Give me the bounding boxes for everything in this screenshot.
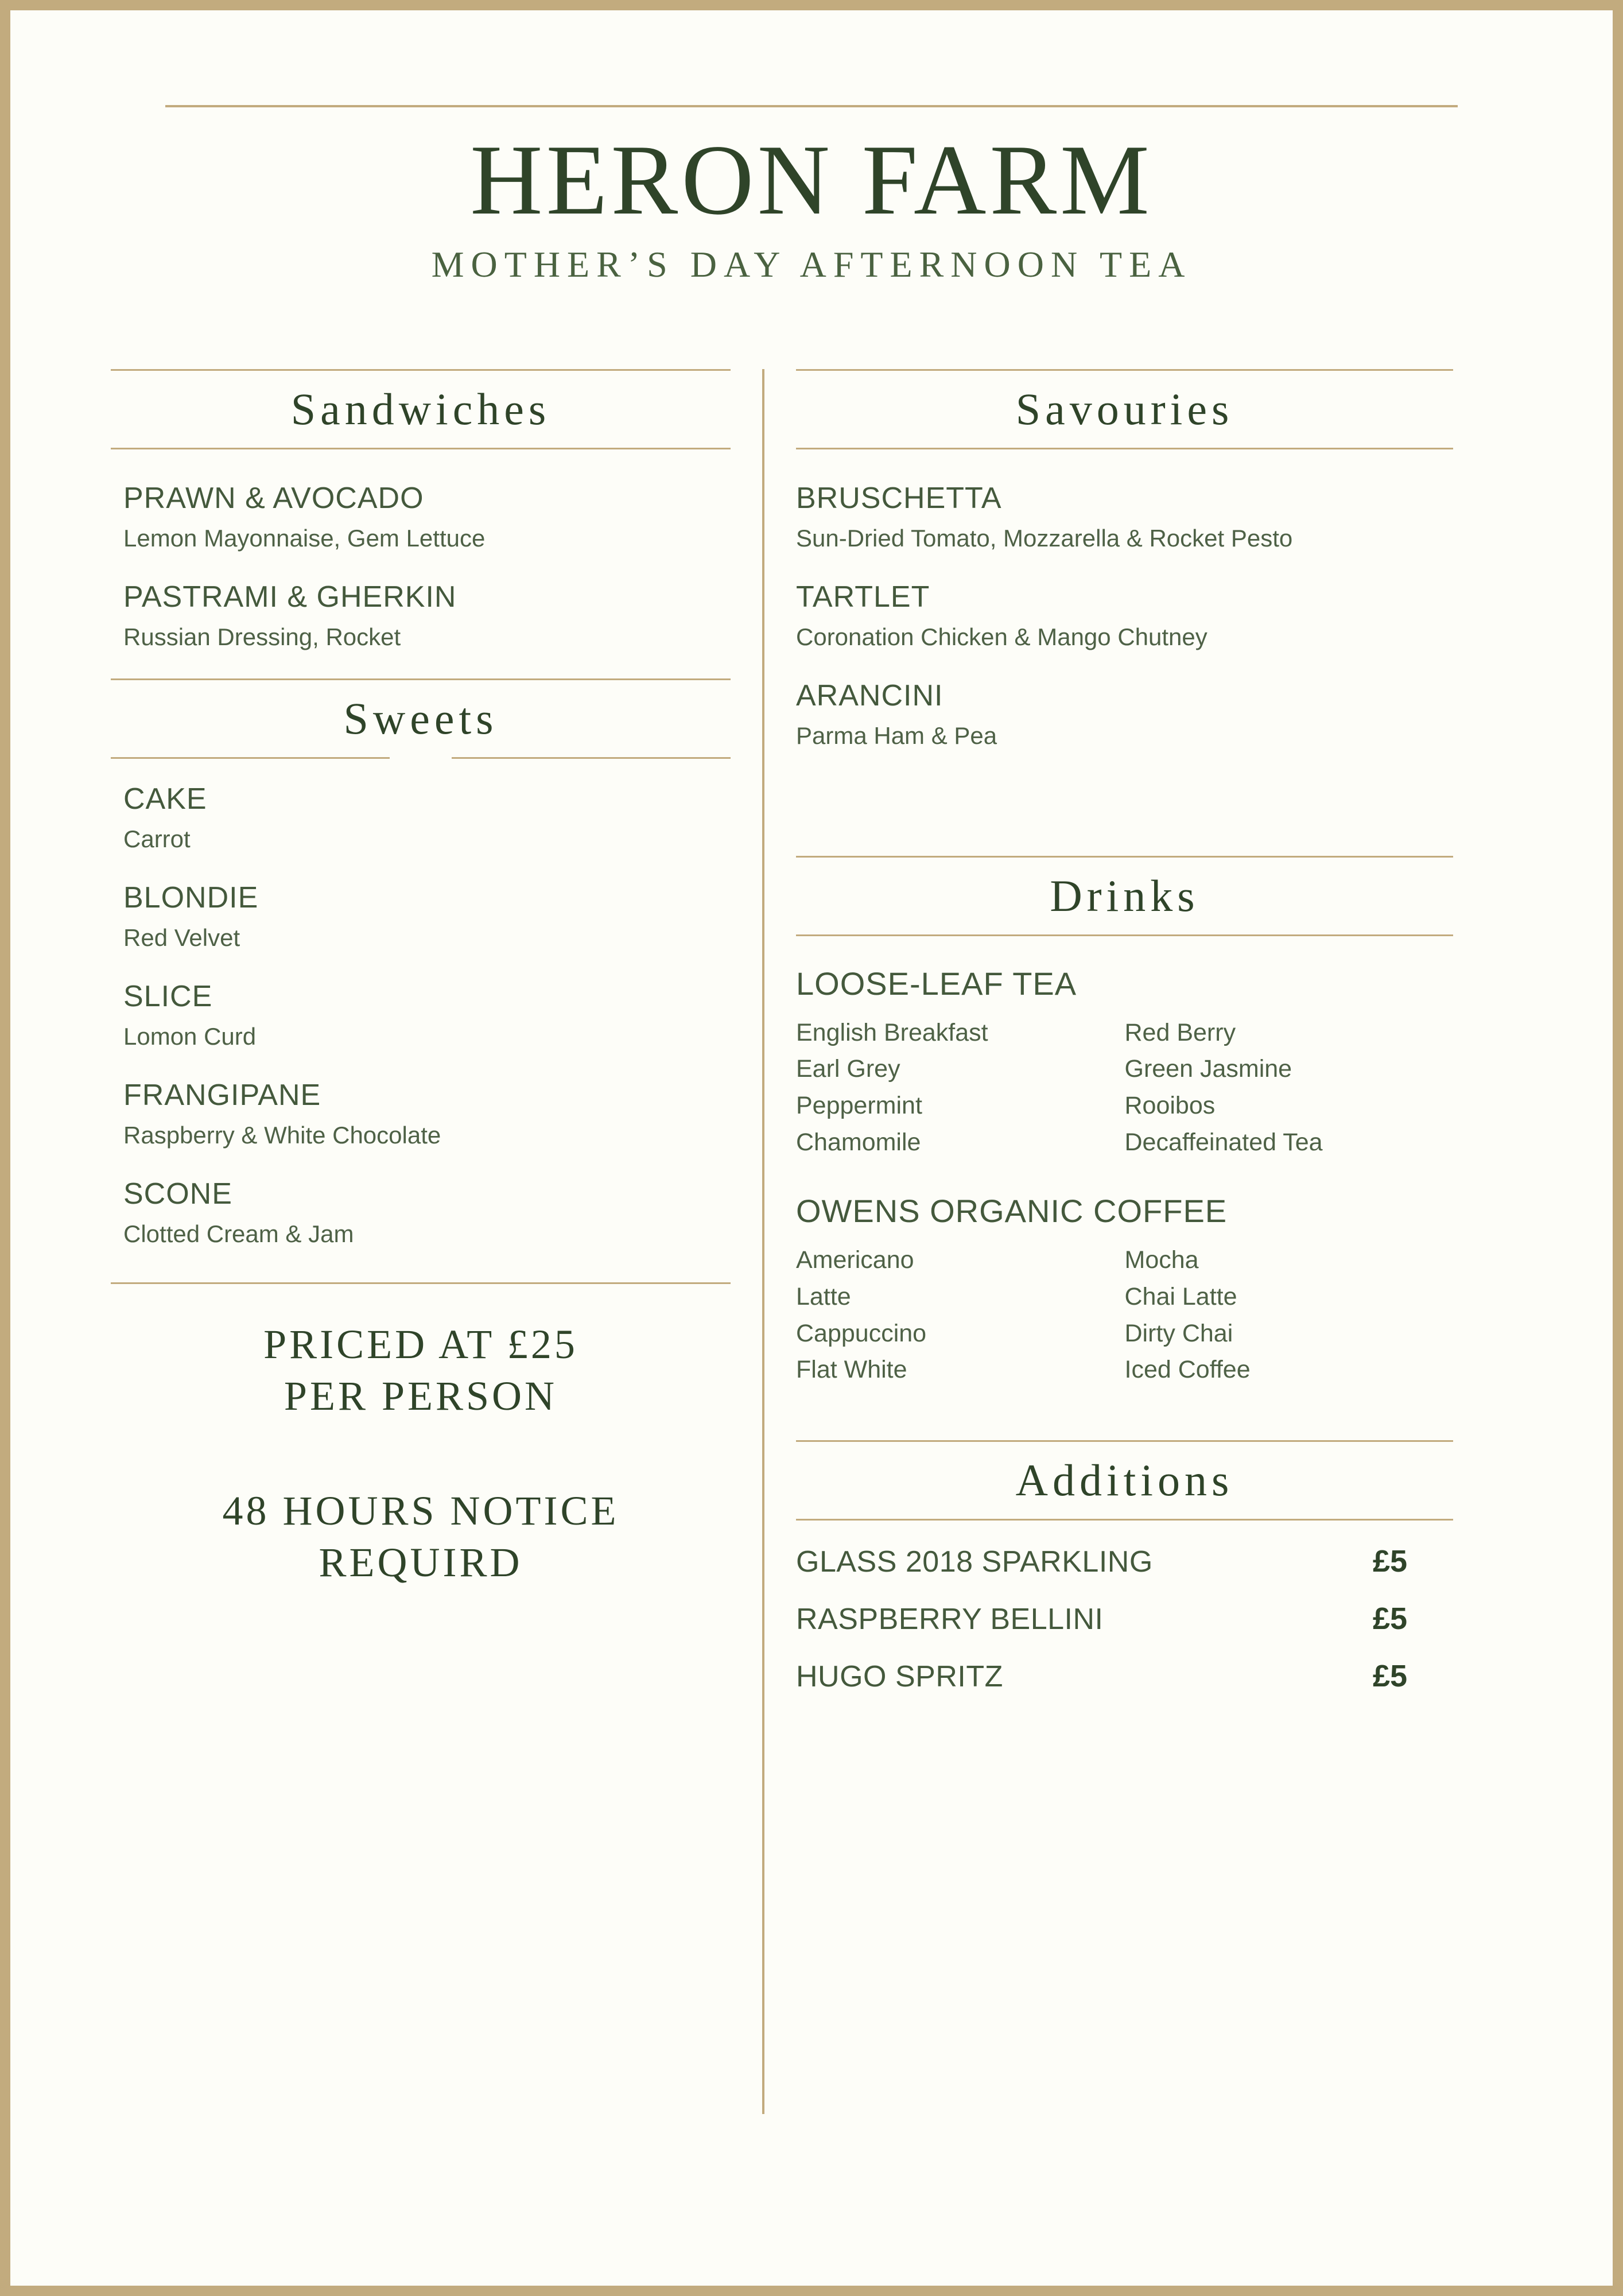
- price-note: [111, 1318, 731, 1422]
- price-note-line1: PRICED AT £25: [263, 1321, 578, 1367]
- addition-price: £5: [1373, 1658, 1408, 1693]
- notice-note-line2: REQUIRD: [319, 1539, 523, 1585]
- drink-columns: [796, 1015, 1453, 1161]
- item-name: TARTLET: [796, 580, 930, 614]
- list-item: Red Berry: [1124, 1018, 1236, 1046]
- list-item: English Breakfast: [796, 1018, 988, 1046]
- footer-rule: [111, 1282, 731, 1284]
- list-item: [111, 782, 731, 853]
- list-item: Dirty Chai: [1124, 1319, 1233, 1347]
- section-rule-bottom: [111, 757, 731, 759]
- section-title-sweets: Sweets: [343, 693, 498, 743]
- list-item: Cappuccino: [796, 1319, 927, 1347]
- list-item: Chai Latte: [1124, 1282, 1237, 1310]
- section-rule-bottom: [111, 448, 731, 449]
- item-description: Lomon Curd: [123, 1022, 257, 1050]
- sweets-items: [111, 782, 731, 1248]
- section-rule-bottom: [796, 1519, 1453, 1521]
- item-description: Sun-Dried Tomato, Mozzarella & Rocket Pesto: [796, 524, 1293, 552]
- list-item: [111, 1078, 731, 1149]
- list-item: [111, 481, 731, 552]
- list-item: Americano: [796, 1246, 914, 1274]
- drink-group-coffee: [796, 1192, 1453, 1389]
- page-title: HERON FARM: [470, 124, 1153, 235]
- menu-columns: [111, 369, 1512, 2114]
- list-item: Decaffeinated Tea: [1124, 1128, 1323, 1156]
- section-title-additions: Additions: [1015, 1455, 1234, 1505]
- addition-label: HUGO SPRITZ: [796, 1659, 1003, 1693]
- list-item: [796, 481, 1453, 552]
- item-name: ARANCINI: [796, 678, 943, 712]
- table-row: [796, 1601, 1453, 1636]
- item-description: Red Velvet: [123, 924, 240, 951]
- section-additions: [796, 1440, 1453, 1521]
- list-item: Mocha: [1124, 1246, 1199, 1274]
- drink-columns: [796, 1242, 1453, 1389]
- item-description: Coronation Chicken & Mango Chutney: [796, 623, 1207, 650]
- item-description: Clotted Cream & Jam: [123, 1220, 354, 1247]
- section-title-drinks: Drinks: [1050, 870, 1199, 921]
- page-subtitle: MOTHER’S DAY AFTERNOON TEA: [431, 243, 1192, 285]
- notice-note-line1: 48 HOURS NOTICE: [222, 1487, 619, 1534]
- list-item: Latte: [796, 1282, 851, 1310]
- list-item: Chamomile: [796, 1128, 921, 1156]
- item-name: BRUSCHETTA: [796, 481, 1002, 515]
- drink-group-heading: LOOSE-LEAF TEA: [796, 965, 1077, 1002]
- section-rule-bottom: [796, 448, 1453, 449]
- drink-group-heading: OWENS ORGANIC COFFEE: [796, 1193, 1228, 1230]
- right-column: [764, 369, 1453, 2114]
- section-drinks: [796, 856, 1453, 936]
- list-item: [111, 1177, 731, 1248]
- table-row: [796, 1543, 1453, 1579]
- addition-price: £5: [1373, 1601, 1408, 1636]
- item-name: PASTRAMI & GHERKIN: [123, 580, 457, 614]
- item-name: FRANGIPANE: [123, 1078, 321, 1112]
- rule-right-segment: [452, 757, 731, 759]
- list-item: [111, 881, 731, 952]
- sandwiches-items: [111, 481, 731, 651]
- addition-label: GLASS 2018 SPARKLING: [796, 1545, 1153, 1578]
- list-item: Iced Coffee: [1124, 1356, 1251, 1384]
- item-description: Parma Ham & Pea: [796, 722, 997, 749]
- drink-column-2: [1125, 1242, 1454, 1389]
- item-name: CAKE: [123, 782, 207, 816]
- section-sandwiches: [111, 369, 731, 449]
- item-name: PRAWN & AVOCADO: [123, 481, 424, 515]
- list-item: [111, 979, 731, 1050]
- list-item: Rooibos: [1124, 1092, 1216, 1119]
- list-item: Peppermint: [796, 1092, 922, 1119]
- addition-price: £5: [1373, 1543, 1408, 1578]
- price-note-line2: PER PERSON: [284, 1372, 558, 1419]
- addition-label: RASPBERRY BELLINI: [796, 1602, 1104, 1636]
- list-item: Green Jasmine: [1124, 1055, 1292, 1083]
- savouries-items: [796, 481, 1453, 750]
- drinks-groups: [796, 965, 1453, 1389]
- menu-content: [10, 10, 1613, 2286]
- section-title-sandwiches: Sandwiches: [290, 383, 551, 434]
- list-item: Earl Grey: [796, 1055, 900, 1083]
- list-item: Flat White: [796, 1356, 907, 1384]
- section-savouries: [796, 369, 1453, 449]
- list-item: [111, 580, 731, 651]
- item-description: Carrot: [123, 825, 191, 852]
- header-top-rule: [165, 105, 1458, 107]
- item-name: SLICE: [123, 979, 213, 1013]
- table-row: [796, 1658, 1453, 1694]
- item-description: Russian Dressing, Rocket: [123, 623, 401, 650]
- notice-note: [111, 1485, 731, 1588]
- drink-column-2: [1125, 1015, 1454, 1161]
- section-rule-bottom: [796, 934, 1453, 936]
- drink-group-tea: [796, 965, 1453, 1161]
- additions-list: [796, 1543, 1453, 1694]
- list-item: [796, 580, 1453, 651]
- item-description: Lemon Mayonnaise, Gem Lettuce: [123, 524, 486, 552]
- item-description: Raspberry & White Chocolate: [123, 1121, 441, 1149]
- section-title-savouries: Savouries: [1015, 383, 1234, 434]
- rule-left-segment: [111, 757, 390, 759]
- drink-column-1: [796, 1242, 1125, 1389]
- item-name: SCONE: [123, 1177, 232, 1211]
- left-column: [111, 369, 762, 2114]
- section-sweets: [111, 678, 731, 759]
- drink-column-1: [796, 1015, 1125, 1161]
- item-name: BLONDIE: [123, 881, 259, 914]
- list-item: [796, 678, 1453, 750]
